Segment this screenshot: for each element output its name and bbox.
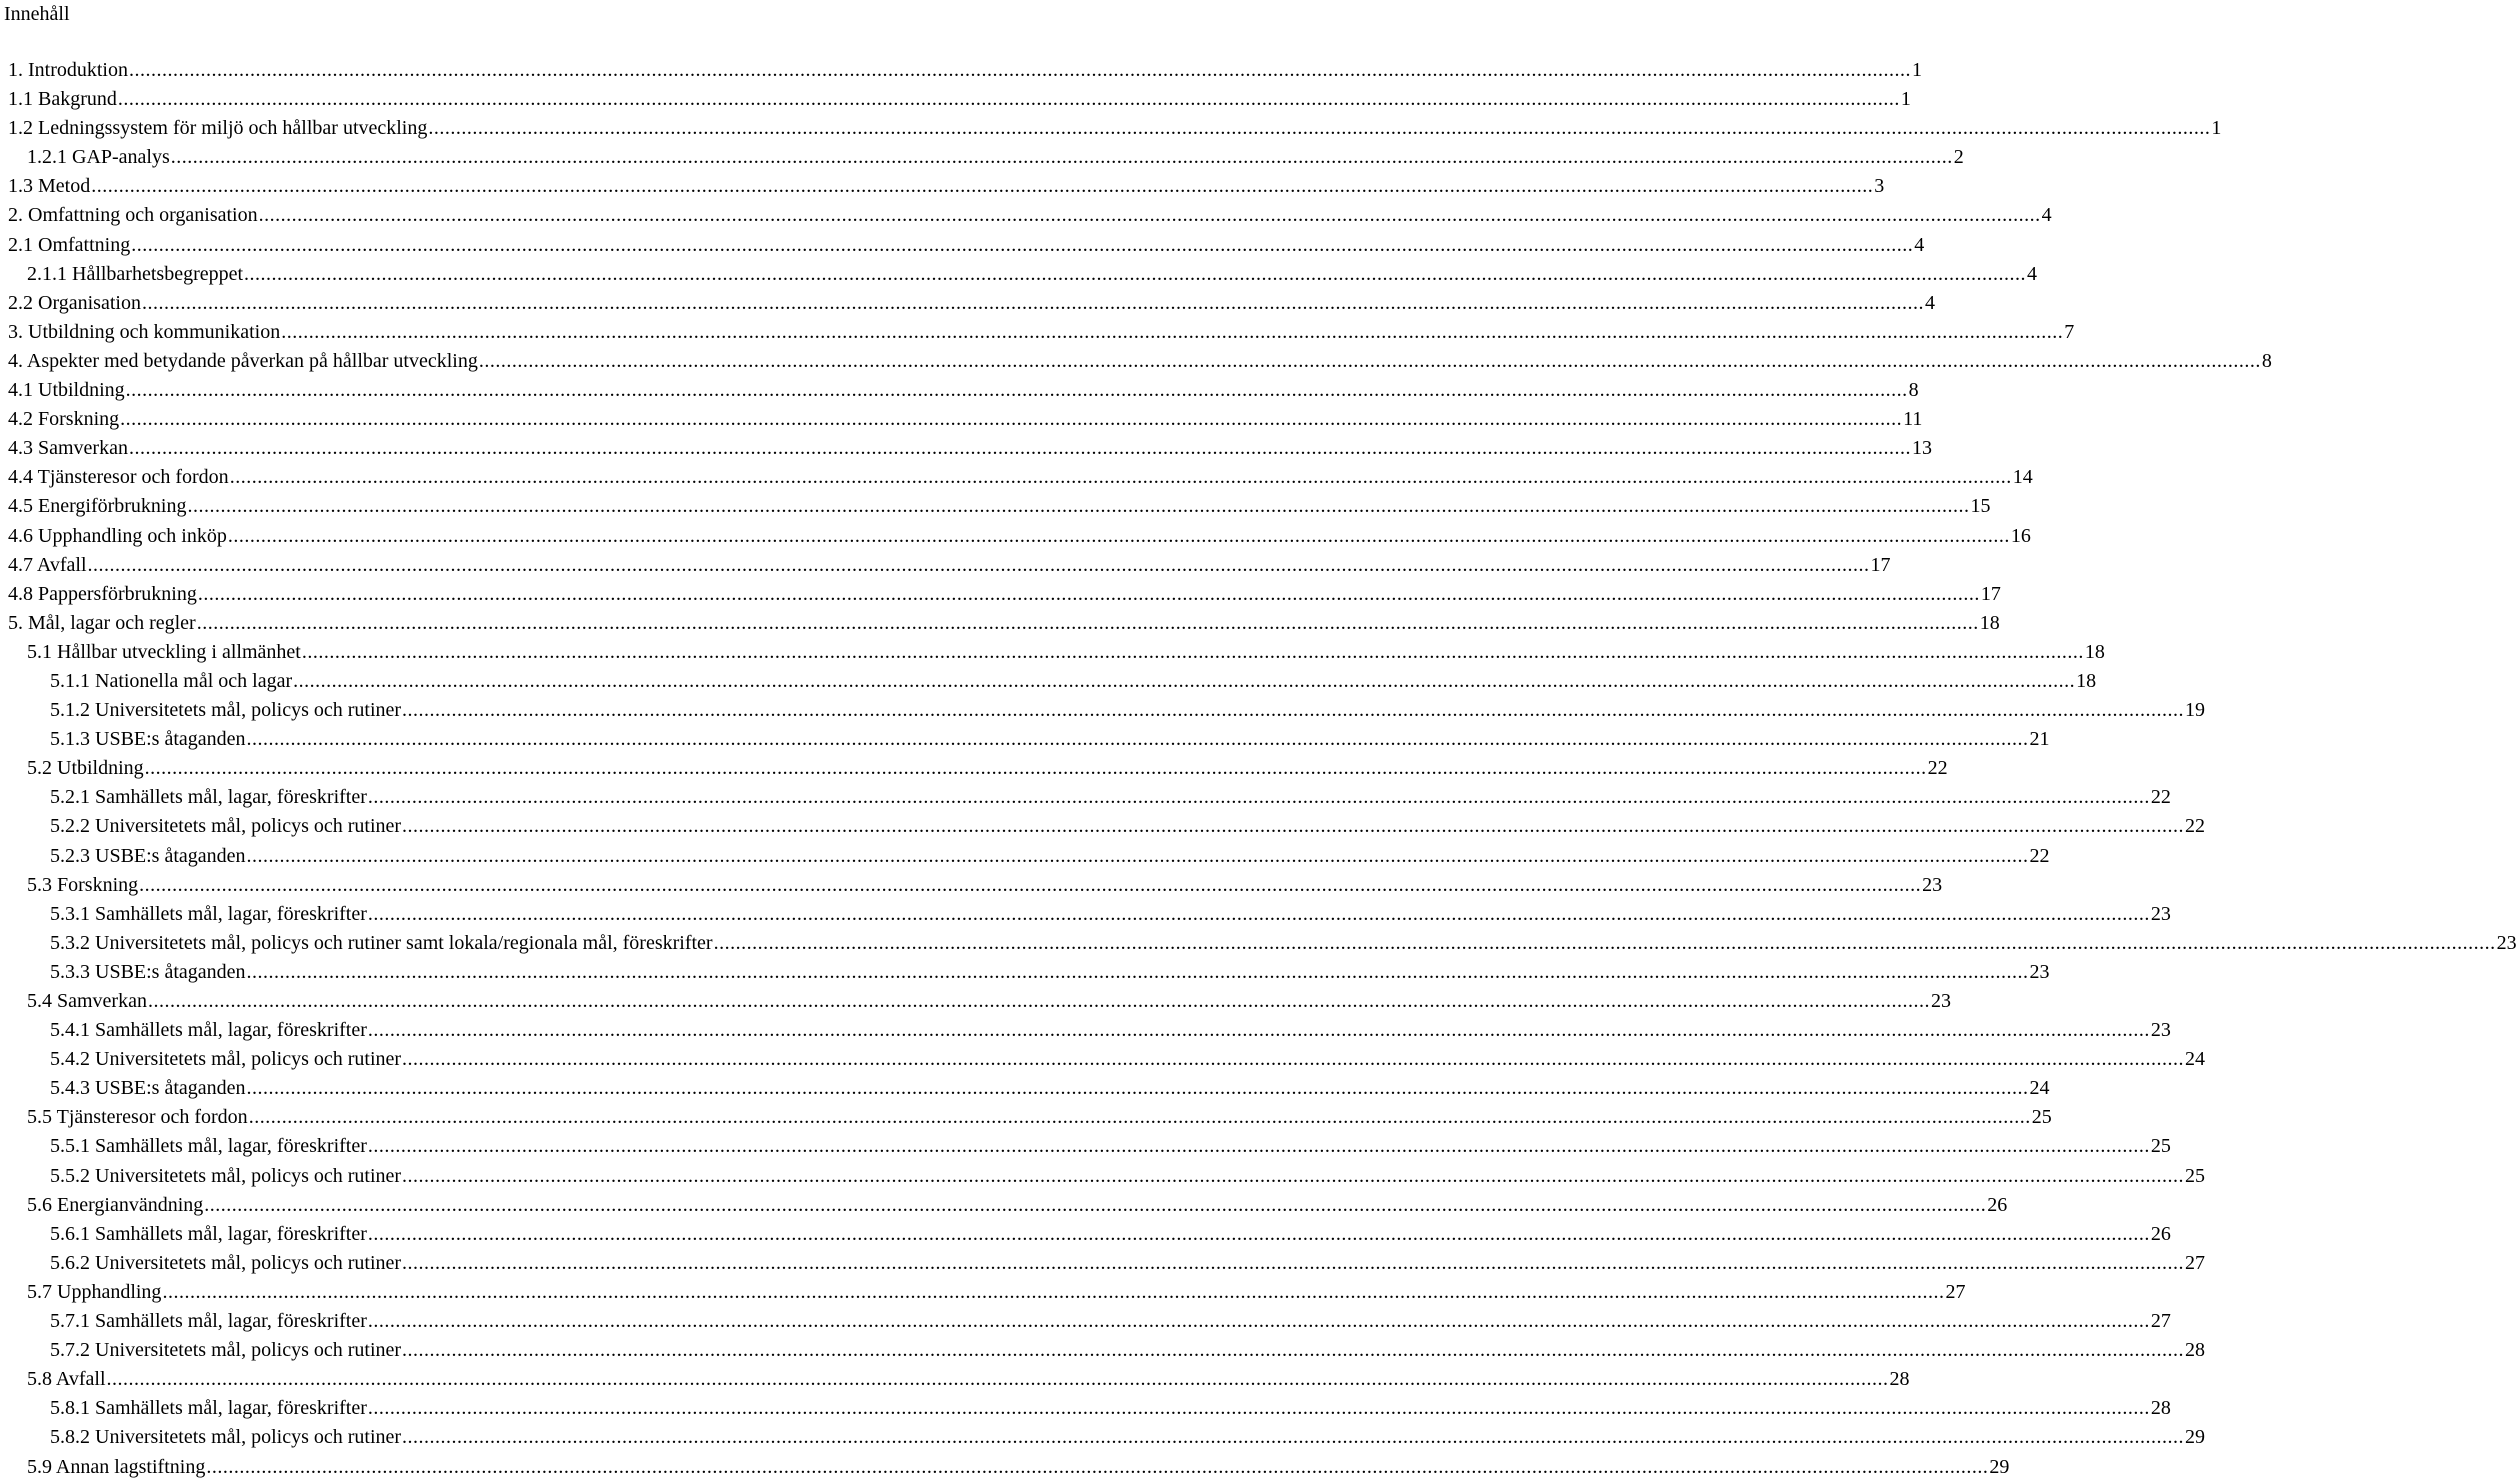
toc-entry-label: 5.1 Hållbar utveckling i allmänhet: [27, 640, 301, 663]
toc-entry-page-number: 4: [1924, 291, 1935, 314]
toc-entry-page-number: 27: [2150, 1310, 2171, 1333]
toc-entry-leader: [88, 551, 1870, 580]
toc-entry-leader: [91, 172, 1873, 201]
toc-entry-page-number: 14: [2012, 466, 2033, 489]
toc-entry-label: 5.6.2 Universitetets mål, policys och rutiner: [50, 1251, 402, 1274]
toc-entry-page-number: 2: [1953, 146, 1964, 169]
toc-entry-page-number: 25: [2150, 1135, 2171, 1158]
toc-entry-page-number: 8: [2261, 349, 2272, 372]
toc-entry[interactable]: [0, 405, 1923, 434]
toc-entry-page-number: 28: [2150, 1397, 2171, 1420]
toc-entry-label: 5.5.2 Universitetets mål, policys och rutiner: [50, 1164, 402, 1187]
toc-entry-page-number: 27: [1945, 1280, 1966, 1303]
toc-entry[interactable]: [0, 434, 1932, 463]
toc-entry[interactable]: [0, 1162, 2206, 1191]
toc-entry-page-number: 26: [2150, 1222, 2171, 1245]
toc-entry[interactable]: [0, 231, 1925, 260]
toc-entry-page-number: 7: [2064, 320, 2075, 343]
toc-entry-leader: [402, 696, 2184, 725]
toc-entry-label: 5.7.2 Universitetets mål, policys och rutiner: [50, 1339, 402, 1362]
toc-entry-leader: [197, 609, 1979, 638]
toc-entry-leader: [107, 1365, 1889, 1394]
toc-entry-label: 2. Omfattning och organisation: [8, 204, 258, 227]
toc-entry-leader: [171, 143, 1953, 172]
toc-entry-page-number: 23: [1922, 873, 1943, 896]
toc-entry-leader: [247, 725, 2029, 754]
toc-entry-page-number: 22: [2150, 786, 2171, 809]
toc-entry-page-number: 18: [2084, 640, 2105, 663]
toc-entry[interactable]: [0, 522, 2031, 551]
toc-entry-page-number: 1: [2211, 117, 2222, 140]
toc-entry-label: 5.7.1 Samhällets mål, lagar, föreskrifter: [50, 1310, 367, 1333]
toc-entry-label: 2.2 Organisation: [8, 291, 141, 314]
toc-entry-page-number: 23: [2150, 1019, 2171, 1042]
toc-entry-label: 5.5.1 Samhällets mål, lagar, föreskrifter: [50, 1135, 367, 1158]
toc-entry-leader: [244, 260, 2026, 289]
toc-entry-page-number: 15: [1970, 495, 1991, 518]
toc-entry-label: 4.5 Energiförbrukning: [8, 495, 187, 518]
toc-entry-label: 5.4.1 Samhällets mål, lagar, föreskrifter: [50, 1019, 367, 1042]
toc-entry-label: 4.3 Samverkan: [8, 437, 128, 460]
toc-entry-label: 5.8.2 Universitetets mål, policys och rutiner: [50, 1426, 402, 1449]
toc-entry-page-number: 4: [1914, 233, 1925, 256]
toc-entry-page-number: 28: [1889, 1368, 1910, 1391]
toc-entry-label: 5.4.3 USBE:s åtaganden: [50, 1077, 246, 1100]
toc-entry[interactable]: [0, 842, 2050, 871]
toc-entry-label: 5.1.3 USBE:s åtaganden: [50, 728, 246, 751]
toc-entry-page-number: 27: [2185, 1251, 2206, 1274]
toc-entry-leader: [368, 900, 2150, 929]
toc-entry-page-number: 22: [1927, 757, 1948, 780]
toc-entry-leader: [230, 463, 2012, 492]
toc-entry-leader: [120, 405, 1902, 434]
toc-entry[interactable]: [0, 1220, 2171, 1249]
toc-entry-leader: [402, 1249, 2184, 1278]
toc-entry-label: 1. Introduktion: [8, 59, 128, 81]
toc-entry[interactable]: [0, 1016, 2171, 1045]
toc-entry[interactable]: [0, 143, 1964, 172]
toc-entry-label: 5.9 Annan lagstiftning: [27, 1455, 206, 1478]
toc-entry-page-number: 4: [2027, 262, 2038, 285]
toc-entry[interactable]: [0, 551, 1891, 580]
toc-entry-leader: [293, 667, 2075, 696]
toc-entry[interactable]: [0, 1249, 2206, 1278]
toc-entry[interactable]: [0, 1074, 2050, 1103]
toc-entry[interactable]: [0, 114, 2222, 143]
toc-entry-leader: [228, 522, 2010, 551]
toc-entry-leader: [145, 754, 1927, 783]
toc-entry[interactable]: [0, 1336, 2206, 1365]
toc-entry-label: 5.1.1 Nationella mål och lagar: [50, 669, 293, 692]
toc-entry-page-number: 17: [1980, 582, 2001, 605]
toc-entry-label: 4.1 Utbildning: [8, 379, 125, 402]
toc-entry-page-number: 8: [1908, 379, 1919, 402]
toc-entry-label: 5.4.2 Universitetets mål, policys och rutiner: [50, 1048, 402, 1071]
toc-entry-page-number: 3: [1874, 175, 1885, 198]
toc-entry-page-number: 29: [1989, 1455, 2010, 1478]
toc-entry-leader: [148, 987, 1930, 1016]
toc-entry[interactable]: [0, 85, 1911, 114]
toc-entry-label: 4.2 Forskning: [8, 408, 120, 431]
page-title: Innehåll: [4, 3, 70, 25]
toc-entry-label: 5.5 Tjänsteresor och fordon: [27, 1106, 248, 1129]
toc-entry-page-number: 22: [2185, 815, 2206, 838]
toc-entry-leader: [402, 1336, 2184, 1365]
toc-entry-page-number: 23: [2150, 902, 2171, 925]
toc-entry[interactable]: [0, 696, 2206, 725]
toc-entry-leader: [402, 812, 2184, 841]
toc-entry[interactable]: [0, 172, 1885, 201]
toc-entry-label: 4. Aspekter med betydande påverkan på hållbar utveckling: [8, 349, 478, 372]
toc-entry-leader: [368, 1220, 2150, 1249]
toc-entry-label: 4.4 Tjänsteresor och fordon: [8, 466, 229, 489]
toc-entry-label: 4.6 Upphandling och inköp: [8, 524, 227, 547]
toc-entry-leader: [428, 114, 2210, 143]
toc-entry[interactable]: [0, 1394, 2171, 1423]
toc-entry-page-number: 24: [2185, 1048, 2206, 1071]
toc-entry[interactable]: [0, 1191, 2008, 1220]
toc-entry[interactable]: [0, 492, 1991, 521]
toc-entry[interactable]: [0, 929, 2517, 958]
toc-entry-label: 1.2 Ledningssystem för miljö och hållbar utveckling: [8, 117, 428, 140]
toc-entry[interactable]: [0, 1307, 2171, 1336]
toc-entry-label: 5.3 Forskning: [27, 873, 139, 896]
table-of-contents: [0, 56, 2517, 1482]
toc-entry[interactable]: [0, 1103, 2052, 1132]
toc-entry-leader: [368, 1016, 2150, 1045]
toc-entry-label: 5.4 Samverkan: [27, 990, 147, 1012]
toc-entry-leader: [142, 289, 1924, 318]
toc-entry[interactable]: [0, 289, 1935, 318]
toc-entry-label: 5.6 Energianvändning: [27, 1193, 204, 1216]
toc-entry[interactable]: [0, 754, 1948, 783]
toc-entry-page-number: 17: [1870, 553, 1891, 576]
toc-entry-page-number: 25: [2185, 1164, 2206, 1187]
toc-entry[interactable]: [0, 260, 2038, 289]
toc-entry[interactable]: [0, 1132, 2171, 1161]
toc-entry-leader: [129, 434, 1911, 463]
toc-entry[interactable]: [0, 871, 1943, 900]
toc-entry-page-number: 19: [2185, 699, 2206, 722]
toc-entry-page-number: 23: [2496, 931, 2517, 954]
toc-entry-label: 5.7 Upphandling: [27, 1280, 162, 1303]
toc-entry[interactable]: [0, 958, 2050, 987]
toc-entry-page-number: 26: [1987, 1193, 2008, 1216]
toc-entry-leader: [204, 1191, 1986, 1220]
toc-entry-leader: [259, 201, 2041, 230]
toc-entry[interactable]: [0, 347, 2272, 376]
toc-entry-label: 5.6.1 Samhällets mål, lagar, föreskrifter: [50, 1222, 367, 1245]
toc-entry-label: 5.8.1 Samhällets mål, lagar, föreskrifter: [50, 1397, 367, 1420]
toc-entry-label: 5. Mål, lagar och regler: [8, 611, 196, 634]
toc-entry[interactable]: [0, 900, 2171, 929]
toc-entry-leader: [118, 85, 1900, 114]
toc-entry-page-number: 28: [2185, 1339, 2206, 1362]
toc-entry[interactable]: [0, 667, 2097, 696]
toc-entry-leader: [206, 1453, 1988, 1482]
toc-entry-leader: [198, 580, 1980, 609]
toc-entry-page-number: 1: [1900, 88, 1911, 111]
toc-entry-leader: [249, 1103, 2031, 1132]
toc-entry-page-number: 22: [2029, 844, 2050, 867]
toc-entry-leader: [139, 871, 1921, 900]
toc-entry-page-number: 23: [1930, 990, 1951, 1012]
toc-entry[interactable]: [0, 1453, 2010, 1482]
toc-entry-leader: [402, 1162, 2184, 1191]
toc-entry-label: 5.3.3 USBE:s åtaganden: [50, 960, 246, 983]
toc-entry-label: 2.1 Omfattning: [8, 233, 131, 256]
toc-entry[interactable]: [0, 987, 1951, 1016]
toc-entry[interactable]: [0, 1365, 1910, 1394]
toc-entry[interactable]: [0, 783, 2171, 812]
toc-entry-page-number: 25: [2031, 1106, 2052, 1129]
toc-entry-leader: [129, 56, 1911, 85]
toc-entry-leader: [368, 1307, 2150, 1336]
toc-entry[interactable]: [0, 580, 2001, 609]
toc-entry-leader: [368, 1394, 2150, 1423]
toc-entry-leader: [188, 492, 1970, 521]
toc-entry-page-number: 29: [2185, 1426, 2206, 1449]
toc-entry-label: 4.7 Avfall: [8, 553, 87, 576]
toc-entry[interactable]: [0, 56, 1922, 85]
toc-entry-page-number: 21: [2029, 728, 2050, 751]
toc-entry-label: 5.2.2 Universitetets mål, policys och rutiner: [50, 815, 402, 838]
toc-entry[interactable]: [0, 1423, 2206, 1452]
toc-entry-label: 1.3 Metod: [8, 175, 91, 198]
toc-entry-leader: [281, 318, 2063, 347]
toc-entry-page-number: 23: [2029, 960, 2050, 983]
toc-entry-page-number: 24: [2029, 1077, 2050, 1100]
toc-entry-label: 3. Utbildning och kommunikation: [8, 320, 281, 343]
toc-entry-label: 5.8 Avfall: [27, 1368, 106, 1391]
toc-entry[interactable]: [0, 638, 2105, 667]
toc-entry-label: 1.2.1 GAP-analys: [27, 146, 170, 169]
toc-entry[interactable]: [0, 376, 1919, 405]
toc-entry-label: 5.3.1 Samhällets mål, lagar, föreskrifter: [50, 902, 367, 925]
toc-entry-leader: [131, 231, 1913, 260]
toc-entry-page-number: 13: [1911, 437, 1932, 460]
toc-entry[interactable]: [0, 201, 2052, 230]
toc-entry-leader: [302, 638, 2084, 667]
toc-entry-label: 5.3.2 Universitetets mål, policys och rutiner samt lokala/regionala mål, föreskrifter: [50, 931, 713, 954]
toc-entry-page-number: 18: [2076, 669, 2097, 692]
toc-entry-label: 5.2.1 Samhällets mål, lagar, föreskrifter: [50, 786, 367, 809]
toc-entry-leader: [402, 1045, 2184, 1074]
toc-entry[interactable]: [0, 318, 2075, 347]
toc-entry-page-number: 11: [1903, 408, 1923, 431]
toc-entry-leader: [368, 1132, 2150, 1161]
toc-entry[interactable]: [0, 812, 2206, 841]
toc-entry-leader: [402, 1423, 2184, 1452]
toc-entry-leader: [714, 929, 2496, 958]
toc-entry-label: 2.1.1 Hållbarhetsbegreppet: [27, 262, 244, 285]
toc-entry-page-number: 18: [1979, 611, 2000, 634]
toc-entry-label: 1.1 Bakgrund: [8, 88, 117, 111]
toc-entry-leader: [247, 842, 2029, 871]
toc-entry-leader: [247, 1074, 2029, 1103]
toc-entry[interactable]: [0, 725, 2050, 754]
toc-entry[interactable]: [0, 1045, 2206, 1074]
toc-entry-leader: [479, 347, 2261, 376]
toc-entry-leader: [126, 376, 1908, 405]
toc-entry-label: 4.8 Pappersförbrukning: [8, 582, 197, 605]
toc-entry[interactable]: [0, 1278, 1966, 1307]
toc-entry-page-number: 4: [2041, 204, 2052, 227]
toc-entry-label: 5.2.3 USBE:s åtaganden: [50, 844, 246, 867]
toc-entry[interactable]: [0, 463, 2033, 492]
toc-entry-page-number: 1: [1912, 59, 1922, 81]
toc-entry-leader: [368, 783, 2150, 812]
toc-entry-label: 5.2 Utbildning: [27, 757, 144, 780]
toc-entry-label: 5.1.2 Universitetets mål, policys och rutiner: [50, 699, 402, 722]
toc-entry[interactable]: [0, 609, 2000, 638]
toc-entry-leader: [162, 1278, 1944, 1307]
toc-entry-page-number: 16: [2010, 524, 2031, 547]
toc-entry-leader: [247, 958, 2029, 987]
